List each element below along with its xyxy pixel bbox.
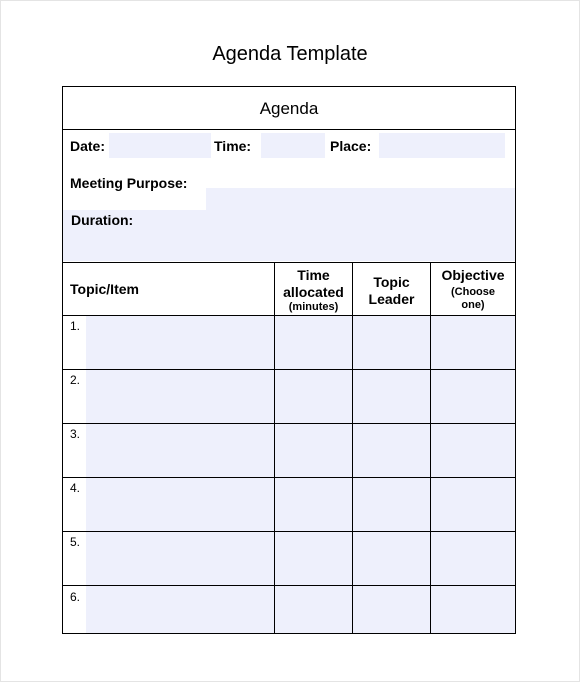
row-divider <box>63 369 515 370</box>
row-divider <box>63 585 515 586</box>
time-label: Time: <box>214 138 252 154</box>
header-bottom-line <box>63 315 515 316</box>
header-topic-leader <box>353 274 430 308</box>
row-number: 1. <box>70 319 81 333</box>
header-time-line2: allocated <box>283 284 344 300</box>
header-objective-note2: one) <box>461 299 485 311</box>
document-title: Agenda Template <box>212 43 368 65</box>
header-objective <box>431 267 515 312</box>
row-divider <box>63 477 515 478</box>
duration-label: Duration: <box>71 212 134 228</box>
header-time-allocated <box>275 267 352 314</box>
header-topic-item: Topic/Item <box>70 281 139 297</box>
header-objective-line1: Objective <box>441 267 505 283</box>
agenda-heading: Agenda <box>63 87 515 130</box>
header-leader-line1: Topic <box>373 274 410 290</box>
agenda-form <box>62 86 516 634</box>
column-divider <box>352 262 353 633</box>
row-number: 5. <box>70 535 81 549</box>
row-number: 4. <box>70 481 81 495</box>
column-divider <box>274 262 275 633</box>
column-divider <box>430 262 431 633</box>
meeting-purpose-field[interactable] <box>206 188 515 210</box>
date-label: Date: <box>70 138 106 154</box>
row-divider <box>63 531 515 532</box>
table-top-line <box>63 262 515 263</box>
row-number: 3. <box>70 427 81 441</box>
header-objective-note1: (Choose <box>451 286 495 298</box>
meeting-purpose-label: Meeting Purpose: <box>70 175 188 191</box>
header-time-note: (minutes) <box>288 301 339 313</box>
place-label: Place: <box>330 138 372 154</box>
header-time-line1: Time <box>297 267 330 283</box>
row-number: 6. <box>70 590 81 604</box>
header-leader-line2: Leader <box>368 291 415 307</box>
place-field[interactable] <box>379 133 505 158</box>
row-number: 2. <box>70 373 81 387</box>
time-field[interactable] <box>261 133 325 158</box>
row-divider <box>63 423 515 424</box>
date-field[interactable] <box>109 133 211 158</box>
